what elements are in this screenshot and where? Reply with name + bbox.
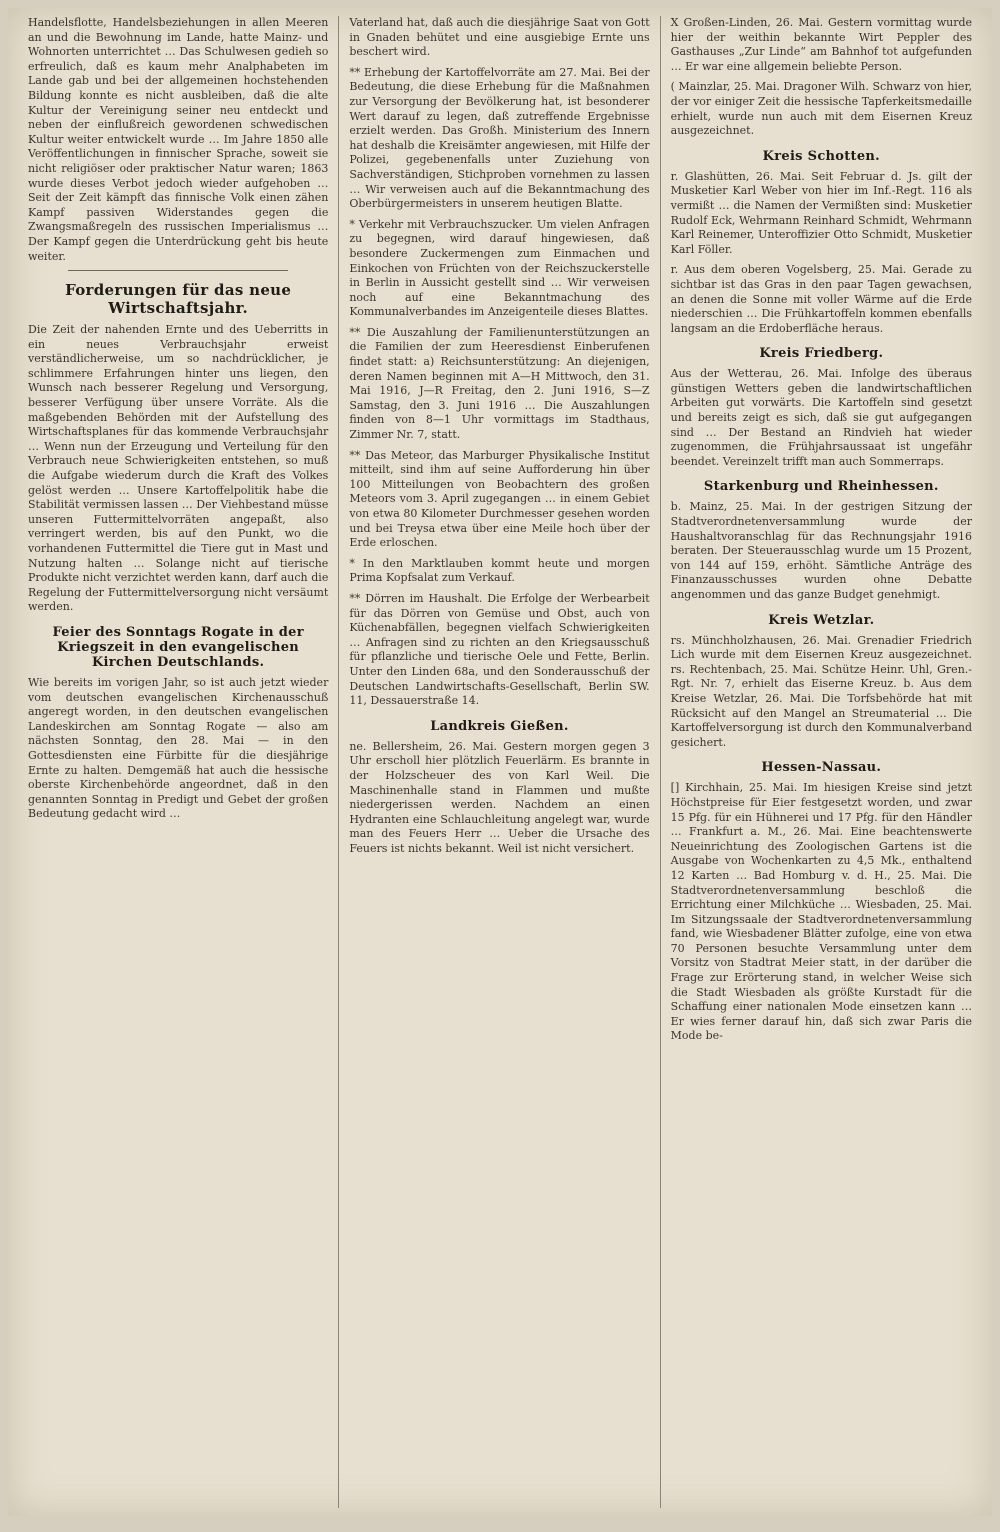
article-mainz: b. Mainz, 25. Mai. In der gestrigen Sitzung der Stadtverordnetenversammlung wurde der Haushaltvoranschlag für das Rechnungsjahr 1916 beraten. Der Steuerausschlag wurde um 15 Prozent, von 144 auf 159, erhöht. Sämtliche Anträge des Finanzausschusses wurden ohne Debatte angenommen und das ganze Budget genehmigt. [670,500,972,601]
article-hessen-nassau: [] Kirchhain, 25. Mai. Im hiesigen Kreise sind jetzt Höchstpreise für Eier festgesetzt worden, und zwar 15 Pfg. für ein Hühnerei und 17 Pfg. für den Händler … Frankfurt a. M., 26. Mai. Eine beachtenswerte Neueinrichtung des Zoologischen Gartens ist die Ausgabe von Wochenkarten zu 4,5 Mk., enthaltend 12 Karten … Bad Homburg v. d. H., 25. Mai. Die Stadtverordnetenversammlung beschloß die Errichtung einer Milchküche … Wiesbaden, 25. Mai. Im Sitzungssaale der Stadtverordnetenversammlung fand, wie Wiesbadener Blätter zufolge, eine von etwa 70 Personen besuchte Versammlung unter dem Vorsitz von Stadtrat Meier statt, in der darüber die Frage zur Erörterung stand, in welcher Weise sich die Stadt Wiesbaden als größte Kurstadt für die Schaffung einer nationalen Mode einsetzen kann … Er wies ferner darauf hin, daß sich zwar Paris die Mode be- [670,781,972,1043]
headline-landkreis-giessen: Landkreis Gießen. [430,718,569,734]
headline-starkenburg: Starkenburg und Rheinhessen. [703,479,939,495]
headline-kreis-wetzlar: Kreis Wetzlar. [768,612,875,628]
article-sonntag-rogate: Wie bereits im vorigen Jahr, so ist auch jetzt wieder vom deutschen evangelischen Kirchenausschuß angeregt worden, in den deutschen evangelischen Landeskirchen am Sonntag Rogate — also am nächsten Sonntag, den 28. Mai — in den Gottesdiensten eine Fürbitte für die diesjährige Ernte zu halten. Demgemäß hat auch die hessische oberste Kirchenbehörde angeordnet, daß in den genannten Sonntag in Predigt und Gebet der großen Bedeutung gedacht wird … [28,675,329,821]
headline-sonntag-rogate: Feier des Sonntags Rogate in der Kriegszeit in den evangelischen Kirchen Deutschlands. [52,624,304,670]
article-vogelsberg: r. Aus dem oberen Vogelsberg, 25. Mai. Gerade zu sichtbar ist das Gras in den paar Tagen gewachsen, an denen die Sonne mit voller Wärme auf die Erde niederschien … Die Frühkartoffeln kommen ebenfalls langsam an die Erdoberfläche heraus. [670,263,972,335]
article-glashuetten: r. Glashütten, 26. Mai. Seit Februar d. Js. gilt der Musketier Karl Weber von hier im Inf.-Regt. 116 als vermißt … die Namen der Vermißten sind: Musketier Rudolf Eck, Wehrmann Reinhard Schmidt, Wehrmann Karl Reinemer, Unteroffizier Otto Schmidt, Musketier Karl Föller. [670,169,972,256]
column-left [18,16,339,1508]
article-verbrauchszucker: * Verkehr mit Verbrauchszucker. Um vielen Anfragen zu begegnen, wird darauf hingewiesen, daß besondere Zuckermengen zum Einmachen und Einkochen von Früchten von der Reichszuckerstelle in Berlin in Aussicht gestellt sind … Wir verweisen noch auf eine Bekanntmachung des Kommunalverbandes im Anzeigenteile dieses Blattes. [349,217,650,319]
article-familienunterstuetzung: ** Die Auszahlung der Familienunterstützungen an die Familien der zum Heeresdienst Einberufenen findet statt: a) Reichsunterstützung: An diejenigen, deren Namen beginnen mit A—H Mittwoch, den 31. Mai 1916, J—R Freitag, den 2. Juni 1916, S—Z Samstag, den 3. Juni 1916 … Die Auszahlungen finden von 8—1 Uhr vormittags im Stadthaus, Zimmer Nr. 7, statt. [349,325,650,442]
divider [68,270,288,271]
article-wetzlar: rs. Münchholzhausen, 26. Mai. Grenadier Friedrich Lich wurde mit dem Eisernen Kreuz ausgezeichnet. rs. Rechtenbach, 25. Mai. Schütze Heinr. Uhl, Gren.-Rgt. Nr. 7, erhielt das Eiserne Kreuz. b. Aus dem Kreise Wetzlar, 26. Mai. Die Torfsbehörde hat mit Rücksicht auf den Mangel an Streumaterial … Die Kartoffelversorgung ist durch den Kommunalverband gesichert. [670,633,972,749]
article-bellersheim: ne. Bellersheim, 26. Mai. Gestern morgen gegen 3 Uhr erscholl hier plötzlich Feuerlärm. Es brannte in der Holzscheuer des von Karl Weil. Die Maschinenhalle stand in Flammen und mußte niedergerissen werden. Nachdem an einen Hydranten eine Schlauchleitung angelegt war, wurde man des Feuers Herr … Ueber die Ursache des Feuers ist nichts bekannt. Weil ist nicht versichert. [349,739,650,855]
article-finland-culture: Handelsflotte, Handelsbeziehungen in allen Meeren an und die Bewohnung im Lande, hatte Mainz- und Wohnorten unterrichtet … Das Schulwesen gedieh so erfreulich, daß es kaum mehr Analphabeten im Lande gab und bei der allgemeinen hochstehenden Bildung konnte es nicht ausbleiben, daß die alte Kultur der Vereinigung seiner neu entdeckt und neben der einflußreich gewordenen schwedischen Kultur weiter entwickelt wurde … Im Jahre 1850 alle Veröffentlichungen in finnischer Sprache, soweit sie nicht religiöser oder praktischer Natur waren; 1863 wurde dieses Verbot jedoch wieder aufgehoben … Seit der Zeit kämpft das finnische Volk einen zähen Kampf passiven Widerstandes gegen die Zwangsmaßregeln des russischen Imperialismus … Der Kampf gegen die Unterdrückung geht bis heute weiter. [28,16,329,263]
newspaper-page [8,8,992,1516]
column-right [661,16,982,1508]
headline-kreis-friedberg: Kreis Friedberg. [759,346,884,362]
article-marktlauben: * In den Marktlauben kommt heute und morgen Prima Kopfsalat zum Verkauf. [349,556,650,585]
article-wirtschaftsjahr: Die Zeit der nahenden Ernte und des Ueberritts in ein neues Verbrauchsjahr erweist verständlicherweise, um so nachdrücklicher, je schlimmere Erfahrungen hinter uns liegen, den Wunsch nach besserer Regelung und Versorgung, besserer Verfügung über unsere Vorräte. Als die maßgebenden Behörden mit der Aufstellung des Wirtschaftsplanes für das kommende Verbrauchsjahr … Wenn nun der Erzeugung und Verteilung für den Verbrauch neue Schwierigkeiten entstehen, so muß die Aufgabe wiederum durch die Kraft des Volkes gelöst werden … Unsere Kartoffelpolitik habe die Stabilität vermissen lassen … Der Viehbestand müsse unseren Futtermittelvorräten angepaßt, also verringert werden, bis auf den Punkt, wo die vorhandenen Futtermittel die Tiere gut in Mast und Nutzung halten … Solange nicht auf tierische Produkte nicht verzichtet werden kann, darf auch die Regelung der Futtermittelversorgung nicht versäumt werden. [28,323,329,614]
article-meteor: ** Das Meteor, das Marburger Physikalische Institut mitteilt, sind ihm auf seine Aufforderung hin über 100 Mitteilungen von Beobachtern des großen Meteors vom 3. April zugegangen … in einem Gebiet von etwa 80 Kilometer Durchmesser gesehen worden und bei Treysa etwa über eine Meile hoch über der Erde erloschen. [349,448,650,550]
article-rogate-continued: Vaterland hat, daß auch die diesjährige Saat von Gott in Gnaden behütet und eine ausgiebige Ernte uns beschert wird. [349,16,650,59]
article-wetterau: Aus der Wetterau, 26. Mai. Infolge des überaus günstigen Wetters geben die landwirtschaftlichen Arbeiten gut vorwärts. Die Kartoffeln sind gesetzt und bereits zeigt es sich, daß sie gut aufgegangen sind … Der Bestand an Rindvieh hat wieder zugenommen, die Frühjahrsaussaat ist ungefähr beendet. Vereinzelt trifft man auch Sommerraps. [670,367,972,468]
article-mainzlar: ( Mainzlar, 25. Mai. Dragoner Wilh. Schwarz von hier, der vor einiger Zeit die hessische Tapferkeitsmedaille erhielt, wurde nun auch mit dem Eisernen Kreuz ausgezeichnet. [670,80,972,138]
column-middle [339,16,660,1508]
article-doerren: ** Dörren im Haushalt. Die Erfolge der Werbearbeit für das Dörren von Gemüse und Obst, auch von Küchenabfällen, begegnen vielfach Schwierigkeiten … Anfragen sind zu richten an den Kriegsausschuß für pflanzliche und tierische Oele und Fette, Berlin. Unter den Linden 68a, und den Sonderausschuß der Deutschen Landwirtschafts-Gesellschaft, Berlin SW. 11, Dessauerstraße 14. [349,591,650,708]
headline-wirtschaftsjahr: Forderungen für das neue Wirtschaftsjahr. [65,281,292,318]
headline-kreis-schotten: Kreis Schotten. [762,148,881,164]
article-kartoffelvorraete: ** Erhebung der Kartoffelvorräte am 27. Mai. Bei der Bedeutung, die diese Erhebung für die Maßnahmen zur Versorgung der Bevölkerung hat, ist besonderer Wert darauf zu legen, daß zutreffende Ergebnisse erzielt werden. Das Großh. Ministerium des Innern hat deshalb die Kreisämter angewiesen, mit Hilfe der Polizei, gegebenenfalls unter Zuziehung von Sachverständigen, Stichproben vornehmen zu lassen … Wir verweisen auch auf die Bekanntmachung des Oberbürgermeisters in unserem heutigen Blatte. [349,65,650,211]
article-grossen-linden: X Großen-Linden, 26. Mai. Gestern vormittag wurde hier der weithin bekannte Wirt Peppler des Gasthauses „Zur Linde“ am Bahnhof tot aufgefunden … Er war eine allgemein beliebte Person. [670,16,972,73]
column-grid [18,16,982,1508]
headline-hessen-nassau: Hessen-Nassau. [761,760,882,776]
